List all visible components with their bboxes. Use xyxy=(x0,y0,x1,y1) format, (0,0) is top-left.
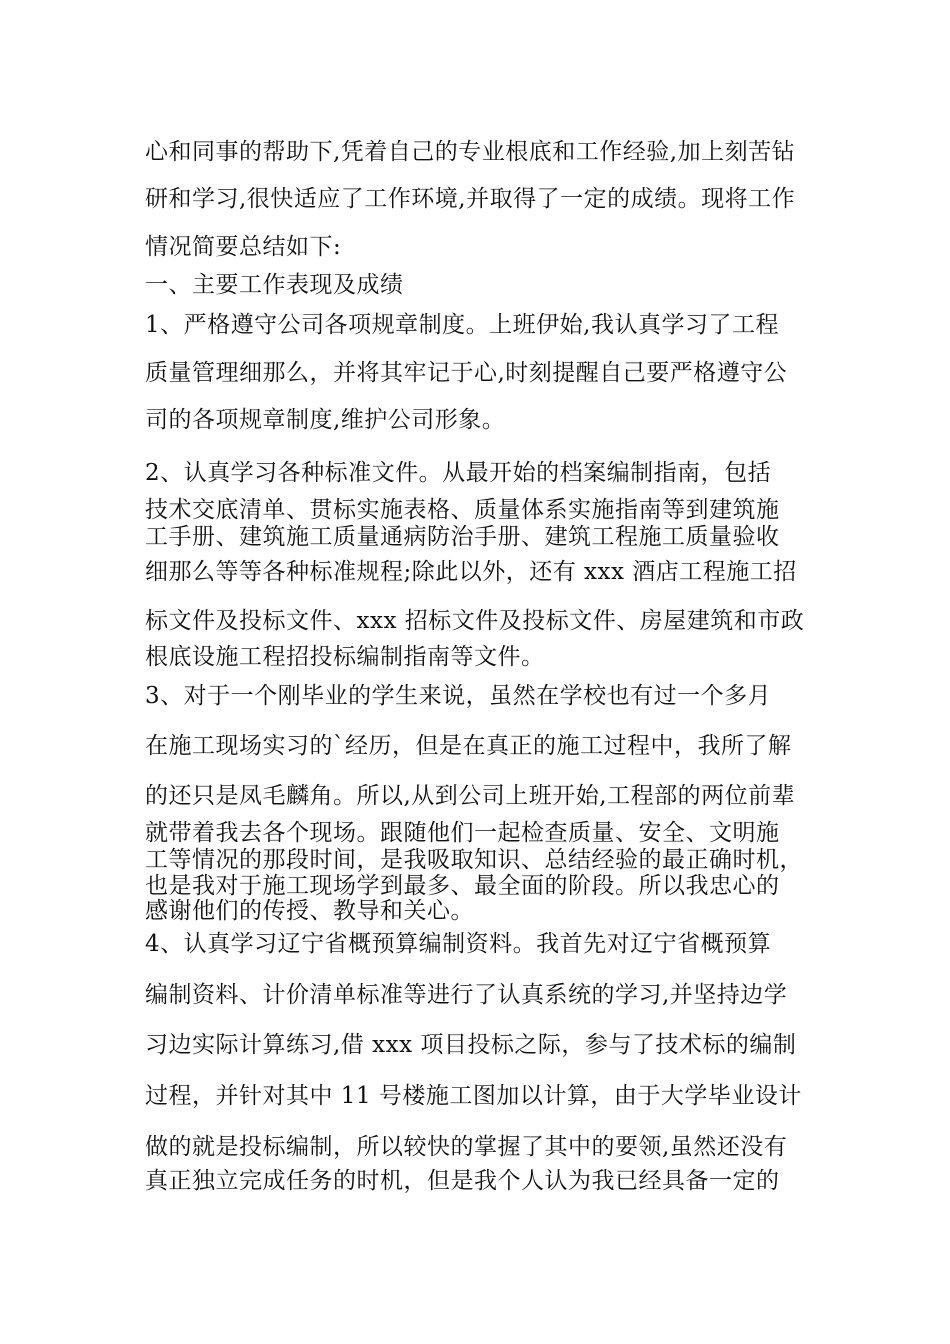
text-line: 在施工现场实习的`经历，但是在真正的施工过程中，我所了解 xyxy=(145,733,792,759)
text-line: 心和同事的帮助下,凭着自己的专业根底和工作经验,加上刻苦钻 xyxy=(145,139,796,165)
text-line: 真正独立完成任务的时机，但是我个人认为我已经具备一定的 xyxy=(145,1168,780,1194)
text-line: 2、认真学习各种标准文件。从最开始的档案编制指南，包括 xyxy=(145,460,772,486)
text-line: 情况简要总结如下: xyxy=(145,234,342,260)
text-line: 研和学习,很快适应了工作环境,并取得了一定的成绩。现将工作 xyxy=(145,186,796,212)
text-line: 习边实际计算练习,借 xxx 项目投标之际，参与了技术标的编制 xyxy=(145,1032,797,1058)
text-line: 的还只是凤毛麟角。所以,从到公司上班开始,工程部的两位前辈 xyxy=(145,783,796,809)
text-line: 4、认真学习辽宁省概预算编制资料。我首先对辽宁省概预算 xyxy=(145,931,772,957)
text-line: 3、对于一个刚毕业的学生来说，虽然在学校也有过一个多月 xyxy=(145,683,772,709)
text-line: 编制资料、计价清单标准等进行了认真系统的学习,并坚持边学 xyxy=(145,982,788,1008)
text-line: 司的各项规章制度,维护公司形象。 xyxy=(145,407,506,433)
text-line: 也是我对于施工现场学到最多、最全面的阶段。所以我忠心的 xyxy=(145,873,780,899)
text-line: 感谢他们的传授、教导和关心。 xyxy=(145,898,474,924)
text-line: 根底设施工程招投标编制指南等文件。 xyxy=(145,644,545,670)
text-line: 细那么等等各种标准规程;除此以外，还有 xxx 酒店工程施工招 xyxy=(145,559,797,585)
text-line: 工等情况的那段时间，是我吸取知识、总结经验的最正确时机， xyxy=(145,847,803,873)
text-line: 1、严格遵守公司各项规章制度。上班伊始,我认真学习了工程 xyxy=(145,312,779,338)
text-line: 做的就是投标编制，所以较快的掌握了其中的要领,虽然还没有 xyxy=(145,1134,788,1160)
section-heading: 一、主要工作表现及成绩 xyxy=(145,272,404,298)
text-line: 过程，并针对其中 11 号楼施工图加以计算，由于大学毕业设计 xyxy=(145,1083,802,1109)
text-line: 工手册、建筑施工质量通病防治手册、建筑工程施工质量验收 xyxy=(145,524,780,550)
text-line: 质量管理细那么，并将其牢记于心,时刻提醒自己要严格遵守公 xyxy=(145,360,788,386)
text-line: 就带着我去各个现场。跟随他们一起检查质量、安全、文明施 xyxy=(145,820,780,846)
text-line: 标文件及投标文件、xxx 招标文件及投标文件、房屋建筑和市政 xyxy=(145,608,805,634)
text-line: 技术交底清单、贯标实施表格、质量体系实施指南等到建筑施 xyxy=(145,497,780,523)
